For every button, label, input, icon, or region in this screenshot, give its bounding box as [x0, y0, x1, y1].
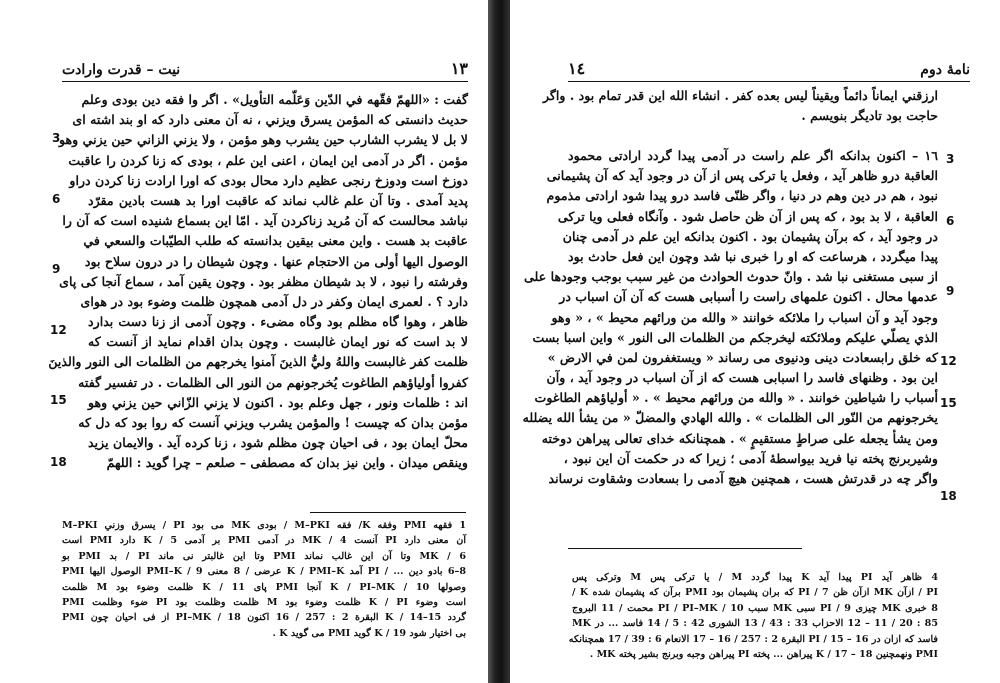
left-footnotes — [62, 518, 466, 641]
book-gutter — [488, 0, 510, 683]
footnote-line: 1 فقهه PMI وفقه K/ فقه M–PKI / بودی MK می بود PI / يسرق وزني M–PKI — [62, 520, 467, 531]
footnote-line: بی اختیار شود K / 19 گوید PMI می گوید K . — [272, 627, 466, 639]
text-line: عاقبت بد هست . واین معنی بیقین بدانسته که طلب الطيّبات والسعي في — [83, 233, 468, 249]
right-footnotes — [568, 570, 938, 662]
text-line: محلّ ایمان بود ، فی احیان چون مظلم شود ، زنا کرده آید . والايمان يزيد — [88, 435, 468, 451]
line-number: 12 — [940, 354, 957, 368]
footnote-line: گردد K / 14–15 البقرة 2 : 257 / 16 اکنون PI–MK / 18 از فی احیان چون PMI — [62, 612, 467, 624]
text-line: كفروا أولياؤهم الطاغوت يُخرجونهم من النور الى الظلمات . در تفسير گفته — [78, 374, 468, 390]
text-line: ظاهر ، وهوا گاه مظلم بود وگاه مضیء . وچون آدمی از زنا دست بدارد — [88, 314, 468, 330]
text-line: اند : ظلمات ونور ، جهل وعلم بود . اکنون لا يزني الزّاني حين يزني وهو — [88, 394, 468, 410]
line-number: 9 — [946, 284, 955, 298]
text-line: که خلق رابسعادت دینی ودنیوی می رساند « ويستغفرون لمن في الارض » — [547, 349, 938, 365]
right-intro-text — [542, 86, 938, 126]
text-line: مؤمن . اگر در آدمی این ایمان ، اعنی این علم ، بودی که زنا کردن را عاقبت — [68, 152, 468, 168]
text-line: ارزقني ايماناً دائماً ويقيناً ليس بعده كفر . انشاء الله این قدر تمام بود . واگر — [542, 88, 938, 103]
footnote-line: فاسد که ازان در PI / 15 – 16 البقرة 2 : 257 / 16 – 17 الانعام 6 : 39 / 17 همچنانکه — [568, 633, 938, 645]
footnote-line: آن معنی دارد PI آنست MK / 4 در آدمی PMI بر آدمی K / 5 دارد PMI است — [62, 535, 467, 547]
text-line: وشیربرنج پخته نیا فرید بیواسطهٔ آدمی ؛ زیرا که در حکمت آن این نبود ، — [563, 450, 938, 466]
line-number: 3 — [946, 152, 955, 166]
text-line: ١٦ – اکنون بدانکه اگر علم راست در آدمی پیدا گردد ارادتی محمود — [568, 148, 938, 163]
line-number: 6 — [52, 192, 61, 206]
footnote-line: است وضوء K / PI ظلمت وضوء بود M ظلمت وظلمت بود PI ضوء وظلمت PMI — [62, 596, 466, 608]
text-line: دارد ؟ . لعمری ایمان وکفر در دل آدمی همچون ظلمت وضوء بود در هوای — [80, 293, 468, 309]
text-line: ظلمت کفر غالبست واللهُ وليُّ الذينَ آمنوا يخرجهم من الظلمات الى النور والذينَ — [48, 354, 468, 370]
footnote-line: 8–6 بادو دین ... / PI آمد K / PMI–K عرضی / 8 معنی PMI–K / 9 الوصول اليها PMI — [62, 566, 466, 578]
footnote-line: PI / ازآن MK ازآن ظن PI / 7 که بران پشیمان بود PMI برآن که پشیمان شده K / — [572, 587, 938, 599]
text-line: أسباب را شیاطین خوانند . « والله من ورائهم محيط » . « أولياؤهم الطاغوت — [534, 390, 938, 406]
left-page — [0, 0, 488, 683]
text-line: العاقبة ، لا بد بود ، که پس از آن ظن حاصل شود . وآنگاه فعلی ویا ترکی — [557, 208, 938, 224]
footnote-line: 8 خبری MK چیزی PI / 9 سبی MK سبب PI / PI–MK / 10 محمت / 11 البروج — [572, 602, 938, 614]
text-line: پدید آمدی . وتا آن علم غالب نماند که عاقبت اورا بد هست بادین مقرّد — [88, 192, 468, 208]
page-number: ١٣ — [450, 59, 468, 78]
text-line: عدمها محال . اکنون علمهای راست را أسبابی هست که آن آن اسباب در — [559, 289, 938, 305]
line-number: 18 — [940, 489, 957, 503]
footnote-rule — [310, 512, 466, 513]
line-number: 6 — [946, 214, 955, 228]
text-line: العاقبة درو ظاهر آید ، وفعل یا ترکی پس از آن در وجود آید که آن پشیمانی — [546, 168, 938, 184]
text-line: الوصول اليها أولى من الاحتجام عنها . وچون شیطان را در درون سلاح بود — [84, 253, 468, 269]
footnote-line: PMI ونهمچنین K / 17 – 18 پیراهن ... پخته PI پیراهن وجبه وبرنج بشیر پخته MK . — [589, 648, 938, 660]
text-line: لا بل لا يشرب الشارب حين يشرب وهو مؤمن ، ولا يزني الزاني حين يزني وهو — [58, 132, 468, 148]
text-line: در وجود آید ، که برآن پشیمان بود . اکنون بدانکه این علم در آدمی چنان — [562, 228, 938, 244]
text-line: يخرجونهم من النّور الى الظلمات » . والله الهادي والمضلّ « من يشأ الله يضلله — [522, 410, 938, 426]
page-number: ١٤ — [568, 59, 586, 78]
footnote-rule — [568, 548, 802, 549]
text-line: لا بد است که نور ایمان غالبست . وچون بدان اقدام نماید از آنست که — [88, 334, 468, 350]
line-number: 3 — [52, 131, 61, 145]
text-line: دوزخ است ودوزخ رنجی عظیم دارد محال بودی که اورا ارادت زنا کردن دراو — [69, 172, 468, 188]
text-line: حدیث دانستی که المؤمن يسرق ويزني ، نه آن معنی دارد که او بند اشته ای — [72, 112, 468, 128]
text-line: حاجت بود تادیگر بنویسم . — [801, 108, 938, 124]
footnote-line: 4 ظاهر آید PI پیدا آید K پیدا گردد M / یا ترکی پس M وترکی پس — [572, 572, 938, 583]
text-line: وينقص میدان . واین نیز بدان که مصطفی – صلعم – چرا گوید : اللهمّ — [106, 455, 468, 471]
line-number: 15 — [50, 393, 67, 407]
running-title: نیت – قدرت وارادت — [62, 62, 181, 78]
text-line: نبود ، هم در دین وهم در دنیا ، واگر ظنّی فاسد درو پیدا شود ارادتی مذموم — [546, 188, 938, 204]
text-line: ومن يشأ يجعله على صراطٍ مستقيمٍ » . همچنانکه خدای تعالی پیراهن دوخته — [541, 430, 938, 446]
right-page-header — [568, 50, 970, 82]
text-line: نباشد محالست که آن مُرید زناکردن آید . امّا این بسماع شنیده است که آن را — [62, 213, 468, 229]
text-line: این بود . وظنهای فاسد را اسبابی هست که از آن اسباب در وجود آید ، وآن — [546, 370, 938, 386]
line-number: 18 — [50, 455, 67, 469]
text-line: از سبی مستغنی نبا شد . وانّ حدوث الحوادث من غير سبب بوجب وجودها على — [524, 269, 938, 285]
text-line: مؤمن بدان که چیست ! والمؤمن يشرب ويزني آنست که روا بود که دل که — [78, 415, 468, 430]
text-line: وفرشته را نبود ، لا بد شیطان مظفر بود . وچون یقین آمد ، سماع آنجا کی پای — [59, 273, 468, 289]
text-line: پیدا میگردد ، هرساعت که او را خبری نبا شد وچون این فعل حادث بود — [568, 248, 938, 264]
text-line: وجود آید و آن اسباب را ملائکه خوانند « والله من ورائهم محيط » ، « وهو — [551, 309, 938, 325]
text-line: واگر چه در قدرتش هست ، همچنین هیچ آدمی را بسعادت وشقاوت نرساند — [548, 471, 938, 486]
footnote-line: 85 : 20 / 11 – 12 الاحزاب 33 : 43 / 13 الشوری 42 : 5 / 14 فاسد ... در MK — [572, 618, 938, 630]
footnote-line: وصولها K / PI–MK / 10 آنجا PMI پای K / 11 ظلمت وضوء بود M ظلمت — [62, 581, 467, 593]
right-page — [510, 0, 1000, 683]
text-line: الذي يصلّي عليكم وملائكته ليخرجكم من الظلمات الى النور » واین اسبا بست — [532, 329, 938, 345]
right-body-text — [522, 146, 938, 489]
line-number: 12 — [50, 323, 67, 337]
footnote-line: MK / 6 وتا آن این غالب نماند PMI وتا این غالبتر نی ماند PI / بد PMI بو — [62, 550, 466, 562]
text-line: گفت : «اللهمّ فقّهه في الدّين وَعَلّمه التأويل» . اگر وا فقه دين بودی وعلم — [81, 92, 468, 107]
line-number: 15 — [940, 396, 957, 410]
running-title: نامهٔ دوم — [920, 62, 970, 78]
line-number: 9 — [52, 262, 61, 276]
left-page-header — [62, 50, 468, 82]
